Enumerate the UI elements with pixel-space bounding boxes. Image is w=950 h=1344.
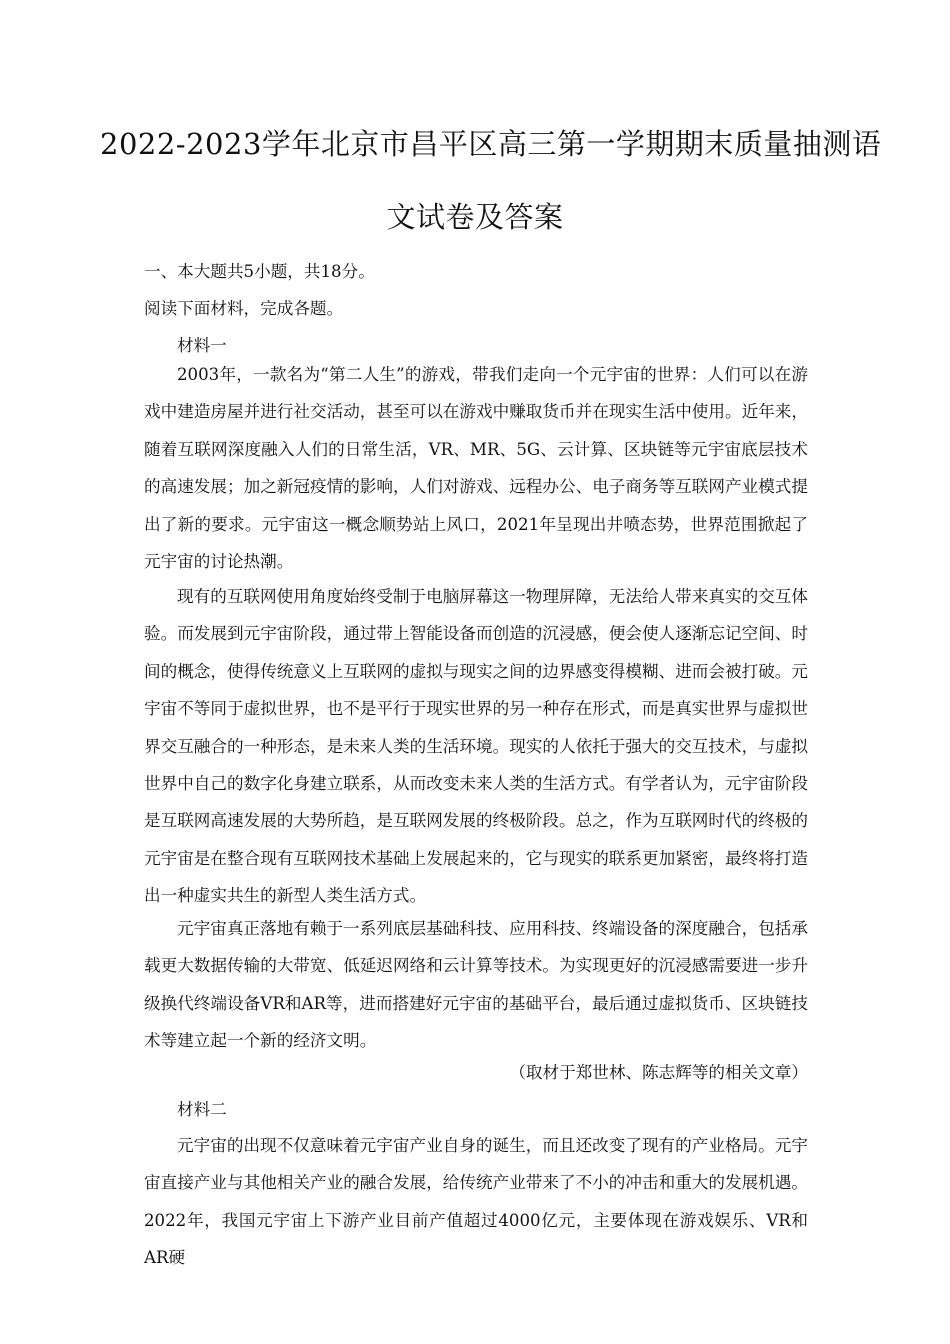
document-title-line1: 2022-2023学年北京市昌平区高三第一学期期末质量抽测语 <box>100 127 882 161</box>
material2-label: 材料二 <box>177 1100 227 1119</box>
instruction-text: 阅读下面材料，完成各题。 <box>144 299 344 318</box>
material1-paragraph-1: 2003年，一款名为“第二人生”的游戏，带我们走向一个元宇宙的世界：人们可以在游戏中建造房屋并进行社交活动，甚至可以在游戏中赚取货币并在现实生活中使用。近年来，随着互联网深度融入人们的日常生活，VR、MR、5G、云计算、区块链等元宇宙底层技术的高速发展；加之新冠疫情的影响，人们对游戏、远程办公、电子商务等互联网产业模式提出了新的要求。元宇宙这一概念顺势站上风口，2021年呈现出井喷态势，世界范围掀起了元宇宙的讨论热潮。 <box>144 365 808 572</box>
material1-paragraph-3: 元宇宙真正落地有赖于一系列底层基础科技、应用科技、终端设备的深度融合，包括承载更大数据传输的大带宽、低延迟网络和云计算等技术。为实现更好的沉浸感需要进一步升级换代终端设备VR和AR等，进而搭建好元宇宙的基础平台，最后通过虚拟货币、区块链技术等建立起一个新的经济文明。 <box>144 919 808 1051</box>
material2-paragraph-1: 元宇宙的出现不仅意味着元宇宙产业自身的诞生，而且还改变了现有的产业格局。元宇宙直接产业与其他相关产业的融合发展，给传统产业带来了不小的冲击和重大的发展机遇。2022年，我国元宇宙上下游产业目前产值超过4000亿元，主要体现在游戏娱乐、VR和AR硬 <box>144 1136 808 1268</box>
material1-source: （取材于郑世林、陈志辉等的相关文章） <box>509 1063 808 1082</box>
section-heading: 一、本大题共5小题，共18分。 <box>144 262 375 281</box>
material1-label: 材料一 <box>177 336 227 355</box>
material1-paragraph-2: 现有的互联网使用角度始终受制于电脑屏幕这一物理屏障，无法给人带来真实的交互体验。而发展到元宇宙阶段，通过带上智能设备而创造的沉浸感，便会使人逐渐忘记空间、时间的概念，使得传统意义上互联网的虚拟与现实之间的边界感变得模糊、进而会被打破。元宇宙不等同于虚拟世界，也不是平行于现实世界的另一种存在形式，而是真实世界与虚拟世界交互融合的一种形态，是未来人类的生活环境。现实的人依托于强大的交互技术，与虚拟世界中自己的数字化身建立联系，从而改变未来人类的生活方式。有学者认为，元宇宙阶段是互联网高速发展的大势所趋，是互联网发展的终极阶段。总之，作为互联网时代的终极的元宇宙是在整合现有互联网技术基础上发展起来的，它与现实的联系更加紧密，最终将打造出一种虚实共生的新型人类生活方式。 <box>144 587 808 906</box>
document-title-line2: 文试卷及答案 <box>386 200 564 234</box>
